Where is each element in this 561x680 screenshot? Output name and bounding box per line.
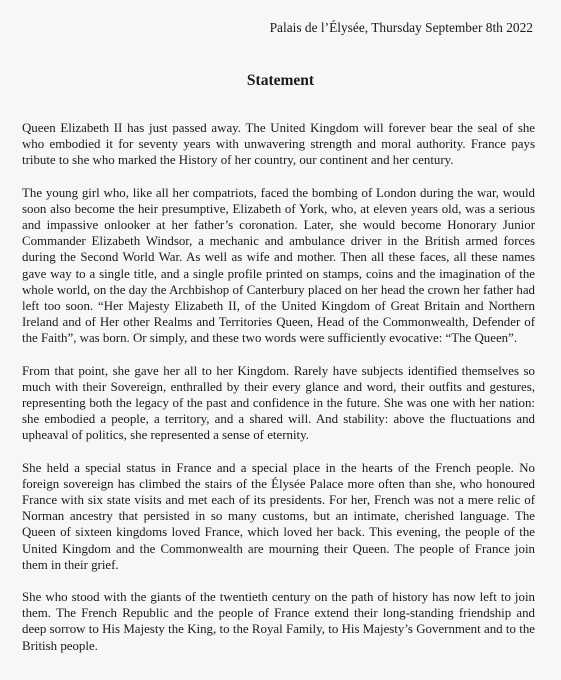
dateline: Palais de l’Élysée, Thursday September 8th 2022 [269,20,533,35]
paragraph-1: Queen Elizabeth II has just passed away. The United Kingdom will forever bear the seal of she who embodied it for seventy years with unwavering strength and moral authority. France pays tribute to she who marked the History of her country, our continent and her century. [22,121,535,168]
statement-body [22,120,535,654]
paragraph-5: She who stood with the giants of the twentieth century on the path of history has now left to join them. The French Republic and the people of France extend their long-standing friendship and deep sorrow to His Majesty the King, to the Royal Family, to His Majesty’s Government and to the British people. [22,590,535,653]
paragraph-4: She held a special status in France and a special place in the hearts of the French people. No foreign sovereign has climbed the stairs of the Élysée Palace more often than she, who honoured France with six state visits and met each of its presidents. For her, French was not a mere relic of Norman ancestry that persisted in so many customs, but an intimate, cherished language. The Queen of sixteen kingdoms loved France, which loved her back. This evening, the people of the United Kingdom and the Commonwealth are mourning their Queen. The people of France join them in their grief. [22,460,535,572]
paragraph-2: The young girl who, like all her compatriots, faced the bombing of London during the war, would soon also become the heir presumptive, Elizabeth of York, who, at eleven years old, was a serious and impassive onlooker at her father’s coronation. Later, she would become Honorary Junior Commander Elizabeth Windsor, a mechanic and ambulance driver in the British armed forces during the Second World War. As well as wife and mother. Then all these faces, all these names gave way to a single title, and a single profile printed on stamps, coins and the imagination of the whole world, on the day the Archbishop of Canterbury placed on her head the crown her father had left too soon. “Her Majesty Elizabeth II, of the United Kingdom of Great Britain and Northern Ireland and of Her other Realms and Territories Queen, Head of the Commonwealth, Defender of the Faith”, was born. Or simply, and these two words were sufficiently evocative: “The Queen”. [22,185,535,346]
statement-title: Statement [246,72,315,89]
paragraph-3: From that point, she gave her all to her Kingdom. Rarely have subjects identified themselves so much with their Sovereign, enthralled by their every glance and word, their outfits and gestures, representing both the legacy of the past and confidence in the future. She was one with her nation: she embodied a people, a territory, and a shared will. And stability: above the fluctuations and upheaval of politics, she represented a sense of eternity. [22,363,535,443]
